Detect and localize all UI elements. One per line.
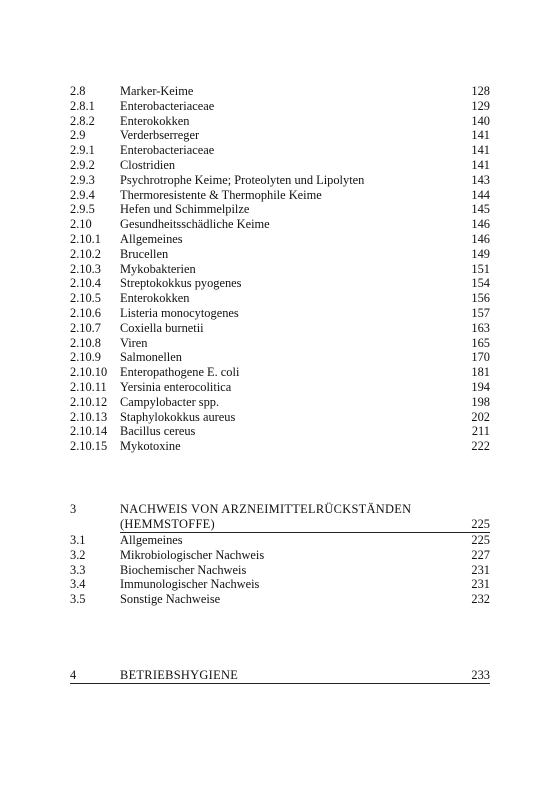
section-number: 3 bbox=[70, 502, 77, 516]
toc-entry bbox=[70, 158, 490, 173]
entry-title: Yersinia enterocolitica bbox=[120, 379, 232, 394]
entry-number: 2.10.6 bbox=[70, 305, 101, 320]
entry-number: 3.4 bbox=[70, 577, 86, 592]
entry-page-number: 198 bbox=[471, 394, 490, 409]
entry-number: 2.8.1 bbox=[70, 98, 95, 113]
entry-title: Enterokokken bbox=[120, 113, 190, 128]
entry-title: Salmonellen bbox=[120, 350, 182, 365]
entry-number: 3.3 bbox=[70, 562, 86, 577]
entry-page-number: 128 bbox=[471, 84, 490, 98]
entry-number: 2.9.3 bbox=[70, 172, 95, 187]
entry-page-number: 157 bbox=[471, 305, 490, 320]
entry-page-number: 163 bbox=[471, 320, 490, 335]
entry-title: Allgemeines bbox=[120, 533, 183, 547]
entry-page-number: 231 bbox=[471, 562, 490, 577]
toc-entry bbox=[70, 350, 490, 365]
toc-entry bbox=[70, 143, 490, 158]
entry-title: Enteropathogene E. coli bbox=[120, 365, 240, 380]
entry-page-number: 225 bbox=[471, 533, 490, 547]
entry-title: Mykobakterien bbox=[120, 261, 196, 276]
entry-page-number: 129 bbox=[471, 98, 490, 113]
entry-number: 2.9.2 bbox=[70, 157, 95, 172]
entry-page-number: 202 bbox=[471, 409, 490, 424]
entry-page-number: 227 bbox=[471, 547, 490, 562]
toc-section-2 bbox=[70, 84, 490, 454]
entry-title: Sonstige Nachweise bbox=[120, 592, 221, 607]
entry-title: Viren bbox=[120, 335, 148, 350]
entry-title: Gesundheitsschädliche Keime bbox=[120, 217, 270, 232]
section-title-continued: (HEMMSTOFFE) bbox=[120, 517, 215, 531]
entry-number: 2.10.13 bbox=[70, 409, 108, 424]
entry-page-number: 141 bbox=[471, 143, 490, 158]
entry-title: Hefen und Schimmelpilze bbox=[120, 202, 250, 217]
toc-entry bbox=[70, 336, 490, 351]
section-number: 4 bbox=[70, 668, 77, 682]
entry-title: Campylobacter spp. bbox=[120, 394, 220, 409]
toc-entry bbox=[70, 410, 490, 425]
entry-page-number: 141 bbox=[471, 128, 490, 143]
toc-entry bbox=[70, 321, 490, 336]
entry-page-number: 181 bbox=[471, 365, 490, 380]
toc-entry bbox=[70, 173, 490, 188]
entry-title: Coxiella burnetii bbox=[120, 320, 204, 335]
toc-entry bbox=[70, 563, 490, 578]
entry-title: Bacillus cereus bbox=[120, 424, 196, 439]
entry-page-number: 232 bbox=[471, 592, 490, 607]
entry-number: 2.9.1 bbox=[70, 143, 95, 158]
section-page-number: 233 bbox=[471, 668, 490, 682]
entry-title: Thermoresistente & Thermophile Keime bbox=[120, 187, 322, 202]
toc-entry bbox=[70, 291, 490, 306]
entry-number: 2.9 bbox=[70, 128, 86, 143]
toc-entry bbox=[70, 548, 490, 563]
entry-page-number: 144 bbox=[471, 187, 490, 202]
entry-number: 3.2 bbox=[70, 547, 86, 562]
entry-page-number: 151 bbox=[471, 261, 490, 276]
entry-title: Staphylokokkus aureus bbox=[120, 409, 236, 424]
entry-number: 2.10.5 bbox=[70, 291, 101, 306]
toc-entry bbox=[70, 577, 490, 592]
entry-title: Listeria monocytogenes bbox=[120, 305, 239, 320]
entry-page-number: 140 bbox=[471, 113, 490, 128]
entry-page-number: 170 bbox=[471, 350, 490, 365]
entry-number: 2.10.9 bbox=[70, 350, 101, 365]
entry-number: 2.8.2 bbox=[70, 113, 95, 128]
toc-entry bbox=[70, 202, 490, 217]
entry-title: Marker-Keime bbox=[120, 84, 194, 98]
entry-number: 2.10.2 bbox=[70, 246, 101, 261]
entry-number: 2.10.4 bbox=[70, 276, 101, 291]
toc-entry bbox=[70, 439, 490, 454]
entry-page-number: 154 bbox=[471, 276, 490, 291]
entry-number: 2.10.1 bbox=[70, 231, 101, 246]
entry-number: 2.9.4 bbox=[70, 187, 95, 202]
entry-page-number: 222 bbox=[471, 439, 490, 454]
toc-entry bbox=[70, 380, 490, 395]
entry-number: 2.8 bbox=[70, 84, 86, 98]
section-title: BETRIEBSHYGIENE bbox=[120, 668, 239, 682]
entry-title: Verderbserreger bbox=[120, 128, 200, 143]
entry-number: 2.10.10 bbox=[70, 365, 108, 380]
entry-title: Brucellen bbox=[120, 246, 169, 261]
toc-entry bbox=[70, 533, 490, 548]
entry-page-number: 194 bbox=[471, 379, 490, 394]
entry-title: Mykotoxine bbox=[120, 439, 181, 454]
entry-number: 2.10.7 bbox=[70, 320, 101, 335]
entry-page-number: 165 bbox=[471, 335, 490, 350]
section-title: NACHWEIS VON ARZNEIMITTELRÜCKSTÄNDEN bbox=[120, 502, 412, 516]
entry-page-number: 145 bbox=[471, 202, 490, 217]
entry-number: 2.10.11 bbox=[70, 379, 107, 394]
toc-entry bbox=[70, 232, 490, 247]
entry-page-number: 156 bbox=[471, 291, 490, 306]
entry-page-number: 141 bbox=[471, 157, 490, 172]
toc-entry bbox=[70, 217, 490, 232]
toc-entry bbox=[70, 99, 490, 114]
section-heading-line2 bbox=[120, 517, 490, 533]
entry-page-number: 146 bbox=[471, 231, 490, 246]
entry-title: Enterobacteriaceae bbox=[120, 143, 215, 158]
toc-entry bbox=[70, 365, 490, 380]
toc-entry bbox=[70, 84, 490, 99]
entry-title: Streptokokkus pyogenes bbox=[120, 276, 242, 291]
entry-number: 3.1 bbox=[70, 533, 86, 547]
toc-entry bbox=[70, 592, 490, 607]
toc-section-3-heading bbox=[70, 502, 490, 533]
entry-number: 2.10.3 bbox=[70, 261, 101, 276]
toc-entry bbox=[70, 128, 490, 143]
section-heading-line bbox=[70, 668, 490, 684]
entry-number: 3.5 bbox=[70, 592, 86, 607]
toc-entry bbox=[70, 424, 490, 439]
entry-page-number: 211 bbox=[471, 424, 490, 439]
entry-page-number: 143 bbox=[471, 172, 490, 187]
toc-entry bbox=[70, 114, 490, 129]
entry-title: Psychrotrophe Keime; Proteolyten und Lipolyten bbox=[120, 172, 365, 187]
entry-title: Enterobacteriaceae bbox=[120, 98, 215, 113]
toc-entry bbox=[70, 188, 490, 203]
toc-entry bbox=[70, 276, 490, 291]
section-page-number: 225 bbox=[471, 517, 490, 531]
toc-entry bbox=[70, 247, 490, 262]
entry-number: 2.10.14 bbox=[70, 424, 108, 439]
entry-title: Clostridien bbox=[120, 157, 176, 172]
toc-section-4-heading bbox=[70, 668, 490, 684]
section-heading-line1 bbox=[70, 502, 490, 517]
toc-section-3 bbox=[70, 533, 490, 607]
entry-title: Biochemischer Nachweis bbox=[120, 562, 247, 577]
entry-number: 2.10.12 bbox=[70, 394, 108, 409]
entry-page-number: 146 bbox=[471, 217, 490, 232]
toc-entry bbox=[70, 306, 490, 321]
entry-page-number: 231 bbox=[471, 577, 490, 592]
entry-number: 2.10 bbox=[70, 217, 92, 232]
entry-page-number: 149 bbox=[471, 246, 490, 261]
entry-number: 2.10.8 bbox=[70, 335, 101, 350]
entry-number: 2.10.15 bbox=[70, 439, 108, 454]
entry-number: 2.9.5 bbox=[70, 202, 95, 217]
toc-entry bbox=[70, 395, 490, 410]
entry-title: Enterokokken bbox=[120, 291, 190, 306]
entry-title: Mikrobiologischer Nachweis bbox=[120, 547, 265, 562]
toc-entry bbox=[70, 262, 490, 277]
entry-title: Immunologischer Nachweis bbox=[120, 577, 260, 592]
entry-title: Allgemeines bbox=[120, 231, 183, 246]
